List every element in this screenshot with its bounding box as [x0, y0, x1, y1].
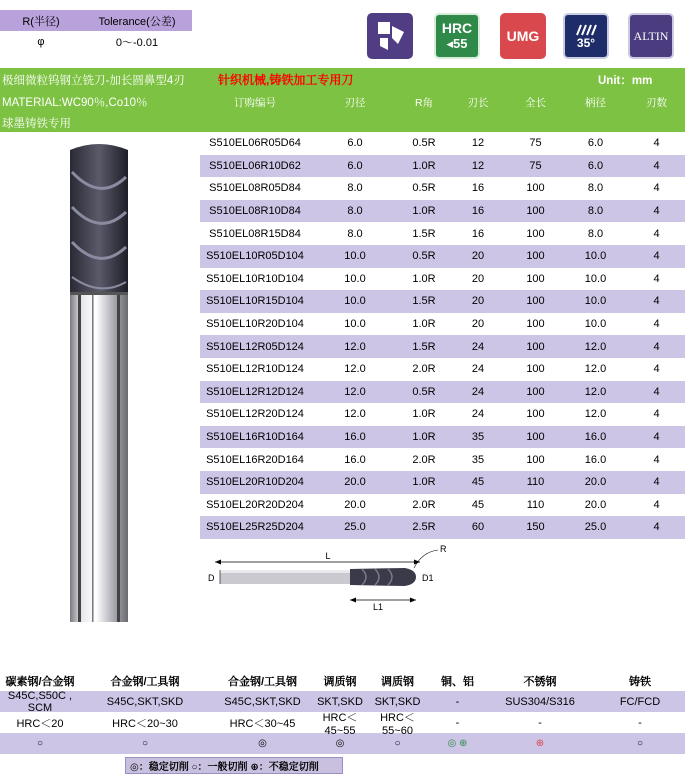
cell-diameter: 10.0: [344, 318, 366, 331]
radius-header: R(半径): [22, 15, 60, 28]
cell-total-length: 100: [526, 318, 545, 331]
cell-total-length: 100: [526, 205, 545, 218]
cell-diameter: 16.0: [344, 431, 366, 444]
tolerance-header: [0, 10, 192, 31]
cell-order-code: S510EL06R05D64: [209, 137, 301, 150]
cell-diameter: 20.0: [344, 498, 366, 511]
cell-total-length: 100: [526, 182, 545, 195]
table-row: [200, 471, 685, 494]
table-row: [200, 494, 685, 517]
cell-order-code: S510EL12R10D124: [206, 363, 304, 376]
tolerance-value: 0～-0.01: [115, 37, 159, 49]
table-row: [200, 335, 685, 358]
cell-order-code: S510EL20R20D204: [206, 498, 304, 511]
tolerance-box: [0, 10, 192, 53]
cell-total-length: 75: [529, 137, 542, 150]
cell-flute-length: 35: [471, 453, 485, 466]
cell-total-length: 100: [526, 431, 545, 444]
product-subtitle: 针织机械,铸铁加工专用刀: [218, 73, 354, 87]
cell-flute-length: 35: [471, 431, 485, 444]
tolerance-header-label: Tolerance(公差): [98, 15, 176, 28]
cell-flute-length: 20: [471, 295, 485, 308]
cell-flute-count: 4: [653, 340, 660, 353]
cell-total-length: 100: [526, 272, 545, 285]
mat-hardness: -: [638, 716, 642, 729]
mat-suitability: ○: [636, 738, 644, 749]
cell-flute-count: 4: [653, 385, 660, 398]
mat-suitability: ◎: [335, 738, 345, 749]
cell-radius: 2.0R: [412, 453, 436, 466]
cell-flute-count: 4: [653, 453, 660, 466]
cell-flute-count: 4: [653, 205, 660, 218]
cell-order-code: S510EL06R10D62: [209, 159, 301, 172]
cell-total-length: 100: [526, 295, 545, 308]
cell-shank-diameter: 8.0: [587, 227, 604, 240]
mat-hardness: -: [538, 716, 542, 729]
dimension-diagram: [200, 540, 450, 620]
cell-total-length: 100: [526, 340, 545, 353]
cell-radius: 1.5R: [412, 295, 436, 308]
cell-flute-count: 4: [653, 476, 660, 489]
hrc-label: HRC: [441, 20, 473, 36]
endmill-logo-icon: [367, 13, 413, 59]
dim-r-label: R: [440, 544, 447, 554]
usage-label: 球墨铸铁专用: [2, 118, 71, 130]
cell-flute-length: 16: [471, 182, 485, 195]
cell-shank-diameter: 10.0: [584, 295, 607, 308]
cell-order-code: S510EL12R20D124: [206, 408, 304, 421]
cell-flute-count: 4: [653, 182, 660, 195]
cell-flute-length: 24: [471, 340, 485, 353]
cell-order-code: S510EL08R05D84: [209, 182, 301, 195]
cell-total-length: 100: [526, 408, 545, 421]
cell-total-length: 110: [526, 498, 545, 511]
endmill-photo: [0, 132, 200, 632]
cell-flute-length: 20: [471, 250, 485, 263]
cell-flute-length: 24: [471, 385, 485, 398]
cell-flute-count: 4: [653, 408, 660, 421]
dim-d-label: D: [208, 573, 215, 583]
dim-l1-label: L1: [373, 602, 384, 612]
cell-diameter: 12.0: [344, 363, 366, 376]
cell-flute-count: 4: [653, 272, 660, 285]
cell-order-code: S510EL08R10D84: [209, 205, 301, 218]
cell-shank-diameter: 10.0: [584, 318, 607, 331]
cell-shank-diameter: 12.0: [584, 363, 607, 376]
cell-order-code: S510EL10R10D104: [206, 272, 304, 285]
cell-radius: 1.0R: [412, 408, 436, 421]
cell-order-code: S510EL25R25D204: [206, 521, 304, 534]
cell-flute-length: 20: [471, 318, 485, 331]
col-header-shank: 柄径: [585, 97, 606, 109]
col-header-total-length: 全长: [525, 97, 546, 109]
col-header-code: 订购编号: [234, 97, 276, 109]
cell-shank-diameter: 10.0: [584, 272, 607, 285]
cell-diameter: 10.0: [344, 272, 366, 285]
cell-flute-length: 12: [471, 137, 485, 150]
cell-diameter: 16.0: [344, 453, 366, 466]
cell-radius: 0.5R: [412, 137, 436, 150]
cell-order-code: S510EL08R15D84: [209, 227, 301, 240]
table-row: [200, 448, 685, 471]
hrc-badge: [434, 13, 480, 59]
col-header-diameter: 刃径: [344, 97, 366, 109]
mat-suitability: ○: [394, 738, 401, 749]
cell-diameter: 6.0: [347, 137, 363, 150]
cell-radius: 1.5R: [412, 227, 436, 240]
cell-total-length: 100: [526, 363, 545, 376]
cell-shank-diameter: 6.0: [587, 137, 604, 150]
cell-radius: 1.0R: [412, 272, 436, 285]
cell-diameter: 20.0: [344, 476, 366, 489]
table-row: [200, 132, 685, 155]
cell-diameter: 12.0: [344, 385, 366, 398]
hrc-value: ◂55: [446, 36, 468, 51]
cell-flute-count: 4: [653, 498, 660, 511]
materials-hardness-row: [0, 711, 685, 737]
legend-box: ◎：稳定切削 ○：一般切削 ⊕：不稳定切削: [125, 757, 343, 774]
cell-flute-length: 24: [471, 363, 485, 376]
col-header-flute-length: 刃长: [467, 97, 489, 109]
header-band: [0, 68, 685, 132]
table-row: [200, 155, 685, 178]
mat-suitability: ◎: [258, 738, 267, 749]
mat-header: 调质钢: [323, 675, 357, 688]
mat-grade: S45C,S50C , SCM: [7, 689, 73, 714]
cell-total-length: 100: [526, 250, 545, 263]
table-row: [200, 313, 685, 336]
cell-flute-length: 20: [471, 272, 485, 285]
mat-hardness: -: [455, 716, 460, 729]
dim-l-label: L: [325, 551, 331, 561]
table-row: [200, 222, 685, 245]
cell-shank-diameter: 12.0: [584, 385, 607, 398]
table-row: [200, 177, 685, 200]
cell-shank-diameter: 20.0: [584, 476, 607, 489]
cell-radius: 2.0R: [412, 498, 436, 511]
cell-order-code: S510EL10R05D104: [206, 250, 304, 263]
cell-flute-count: 4: [653, 159, 660, 172]
cell-flute-length: 24: [471, 408, 485, 421]
cell-flute-count: 4: [653, 318, 660, 331]
cell-shank-diameter: 6.0: [587, 159, 604, 172]
mat-grade: -: [455, 695, 460, 708]
table-row: [200, 200, 685, 223]
coating-badge: ALTIN: [628, 13, 674, 59]
cell-shank-diameter: 20.0: [584, 498, 607, 511]
cell-shank-diameter: 25.0: [584, 521, 607, 534]
mat-hardness: HRC＜20~30: [112, 717, 178, 730]
table-row: [200, 426, 685, 449]
cell-shank-diameter: 10.0: [584, 250, 607, 263]
cell-flute-length: 45: [471, 476, 485, 489]
mat-header: 合金钢/工具钢: [227, 675, 298, 688]
cell-radius: 2.0R: [412, 363, 436, 376]
mat-hardness: HRC＜55~60: [380, 711, 415, 737]
mat-header: 合金钢/工具钢: [110, 675, 180, 688]
cell-flute-count: 4: [653, 295, 660, 308]
cell-flute-count: 4: [653, 227, 660, 240]
mat-hardness: HRC＜45~55: [322, 711, 358, 737]
table-row: [200, 245, 685, 268]
product-title: 极细微粒钨钢立铣刀-加长圆鼻型4刃: [2, 75, 185, 87]
mat-hardness: HRC＜30~45: [229, 717, 296, 730]
cell-diameter: 25.0: [344, 521, 366, 534]
cell-radius: 2.5R: [412, 521, 436, 534]
cell-flute-length: 16: [471, 205, 485, 218]
tolerance-row: [0, 31, 192, 53]
cell-diameter: 10.0: [344, 250, 366, 263]
mat-header: 铜、铝: [441, 675, 474, 688]
mat-grade: S45C,SKT,SKD: [106, 695, 184, 708]
phi-symbol: φ: [37, 36, 45, 48]
dim-d1-label: D1: [422, 573, 434, 583]
cell-flute-length: 12: [471, 159, 485, 172]
cell-diameter: 8.0: [347, 227, 363, 240]
col-header-flutes: 刃数: [646, 97, 667, 109]
mat-grade: SKT,SKD: [317, 695, 363, 708]
cell-radius: 0.5R: [412, 385, 436, 398]
cell-diameter: 12.0: [344, 408, 366, 421]
cell-order-code: S510EL12R05D124: [206, 340, 304, 353]
mat-grade: FC/FCD: [619, 695, 661, 708]
col-header-radius: R角: [414, 97, 434, 109]
helix-icon: [575, 23, 597, 37]
cell-order-code: S510EL16R10D164: [206, 431, 304, 444]
materials-header-row: [0, 670, 685, 691]
cell-diameter: 8.0: [347, 205, 363, 218]
cell-total-length: 150: [526, 521, 545, 534]
table-row: [200, 403, 685, 426]
mat-header: 碳素钢/合金钢: [5, 675, 75, 688]
cell-order-code: S510EL10R15D104: [206, 295, 304, 308]
cell-diameter: 6.0: [347, 159, 363, 172]
cell-flute-count: 4: [653, 521, 660, 534]
cell-total-length: 100: [526, 453, 545, 466]
helix-angle-value: 35°: [576, 35, 596, 50]
cell-order-code: S510EL10R20D104: [206, 318, 304, 331]
cell-shank-diameter: 16.0: [584, 453, 607, 466]
cell-radius: 0.5R: [412, 250, 436, 263]
table-row: [200, 358, 685, 381]
cell-diameter: 12.0: [344, 340, 366, 353]
mat-suitability: ◎ ⊕: [447, 738, 468, 749]
mat-header: 铸铁: [629, 675, 651, 688]
cell-shank-diameter: 16.0: [584, 431, 607, 444]
cell-shank-diameter: 8.0: [587, 182, 604, 195]
cell-shank-diameter: 12.0: [584, 340, 607, 353]
cell-shank-diameter: 8.0: [587, 205, 604, 218]
mat-suitability: ○: [141, 738, 149, 749]
cell-radius: 0.5R: [412, 182, 436, 195]
mat-suitability: ⊕: [535, 738, 545, 749]
cell-radius: 1.5R: [412, 340, 436, 353]
table-row: [200, 516, 685, 539]
mat-grade: SKT,SKD: [374, 695, 421, 708]
table-row: [200, 290, 685, 313]
materials-table: [0, 670, 685, 754]
cell-order-code: S510EL20R10D204: [206, 476, 304, 489]
mat-suitability: ○: [36, 738, 44, 749]
unit-label: Unit：mm: [598, 75, 653, 87]
cell-radius: 1.0R: [412, 318, 436, 331]
table-header: [200, 95, 685, 110]
cell-diameter: 10.0: [344, 295, 366, 308]
cell-total-length: 100: [526, 385, 545, 398]
material-label: MATERIAL:WC90％,Co10％: [2, 97, 148, 109]
cell-diameter: 8.0: [347, 182, 363, 195]
table-row: [200, 381, 685, 404]
cell-total-length: 75: [529, 159, 542, 172]
cell-flute-length: 45: [471, 498, 485, 511]
umg-badge: UMG: [500, 13, 546, 59]
cell-shank-diameter: 12.0: [584, 408, 607, 421]
cell-flute-length: 16: [471, 227, 485, 240]
cell-radius: 1.0R: [412, 476, 436, 489]
cell-total-length: 100: [526, 227, 545, 240]
mat-header: 调质钢: [381, 675, 414, 688]
mat-grade: S45C,SKT,SKD: [224, 695, 301, 708]
cell-total-length: 110: [526, 476, 545, 489]
helix-angle-badge: [563, 13, 609, 59]
mat-header: 不锈钢: [523, 675, 557, 688]
cell-flute-count: 4: [653, 137, 660, 150]
cell-radius: 1.0R: [412, 431, 436, 444]
cell-flute-length: 60: [471, 521, 485, 534]
mat-grade: SUS304/S316: [505, 695, 575, 708]
mat-hardness: HRC＜20: [16, 717, 64, 730]
product-table: [200, 132, 685, 539]
cell-flute-count: 4: [653, 250, 660, 263]
cell-order-code: S510EL16R20D164: [206, 453, 304, 466]
table-row: [200, 268, 685, 291]
cell-flute-count: 4: [653, 363, 660, 376]
cell-radius: 1.0R: [412, 159, 436, 172]
cell-flute-count: 4: [653, 431, 660, 444]
cell-radius: 1.0R: [412, 205, 436, 218]
cell-order-code: S510EL12R12D124: [206, 385, 304, 398]
